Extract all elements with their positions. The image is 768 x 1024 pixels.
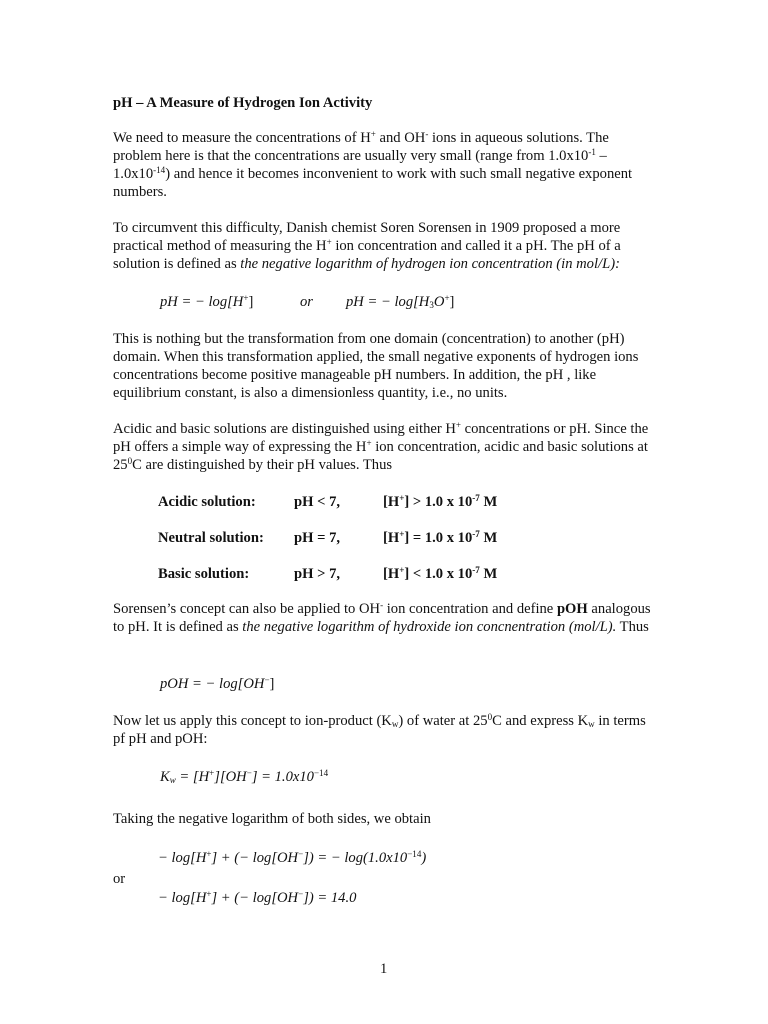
solution-ph: pH > 7, <box>294 566 341 582</box>
equation-sum-fourteen: − log[H+] + (− log[OH−]) = 14.0 <box>158 888 357 906</box>
solution-h-concentration: [H+] = 1.0 x $10^{-7}$ M <box>383 528 498 546</box>
paragraph-ion-product: Now let us apply this concept to ion-product $(K_w)$ of water at $25^0C$ and express $K_w$ in terms pf pH and pOH: <box>113 711 646 747</box>
solution-ph: pH = 7, <box>294 530 341 546</box>
solution-h-concentration: [H+] < 1.0 x $10^{-7}$ M <box>383 564 498 582</box>
solution-name: Acidic solution: <box>158 494 256 510</box>
paragraph-transformation: This is nothing but the transformation from one domain (concentration) to another (pH) domain. When this transformation applied, the small negative exponents of hydrogen ions concentrations become positive manageable pH numbers. In addition, the pH , like equilibrium constant, is also a dimensionless quantity, i.e., no units. <box>113 331 639 401</box>
solution-name: Neutral solution: <box>158 530 264 546</box>
equation-poh-definition: pOH = − log[OH−] <box>160 674 275 692</box>
solution-h-concentration: [H+] > 1.0 x $10^{-7}$ M <box>383 492 498 510</box>
paragraph-intro: We need to measure the concentrations of H+ and OH- ions in aqueous solutions. The problem here is that the concentrations are usually very small (range from $1.0x10^{-1} - 1.0x10^{-14}$) and hence it becomes inconvenient to work with such small negative exponent numbers. <box>113 128 633 200</box>
equation-negative-log: − log[H+] + (− log[OH−]) = − $\log(1.0x10^{-14})$ <box>158 848 427 866</box>
paragraph-definition: To circumvent this difficulty, Danish chemist Soren Sorensen in 1909 proposed a more practical method of measuring the H+ ion concentration and called it a pH. The pH of a solution is defined as the negative logarithm of hydrogen ion concentration (in mol/L): <box>113 220 621 272</box>
solution-ph: pH < 7, <box>294 494 341 510</box>
equation-or-label: or <box>300 294 313 310</box>
paragraph-poh: Sorensen’s concept can also be applied to OH- ion concentration and define pOH analogous to pH. It is defined as the negative logarithm of hydroxide ion concnentration (mol/L). Thus <box>113 599 651 635</box>
solution-name: Basic solution: <box>158 566 250 582</box>
equation-kw: $K_w = [H^+][OH^-] = 1.0x10^{-14}$ <box>160 767 329 785</box>
paragraph-acidic-basic: Acidic and basic solutions are distinguished using either H+ concentrations or pH. Since the pH offers a simple way of expressing the H+ ion concentration, acidic and basic solutions at $25^0C$ are distinguished by their pH values. Thus <box>113 419 649 473</box>
paragraph-taking-log: Taking the negative logarithm of both sides, we obtain <box>113 811 431 827</box>
document-title: pH – A Measure of Hydrogen Ion Activity <box>113 95 373 111</box>
equation-ph-definition: pH = − log[H+] <box>160 292 254 310</box>
or-label: or <box>113 871 126 887</box>
page-number: 1 <box>380 961 388 977</box>
equation-ph-hydronium: pH = − $\log[H_3O^+]$ <box>346 292 455 310</box>
